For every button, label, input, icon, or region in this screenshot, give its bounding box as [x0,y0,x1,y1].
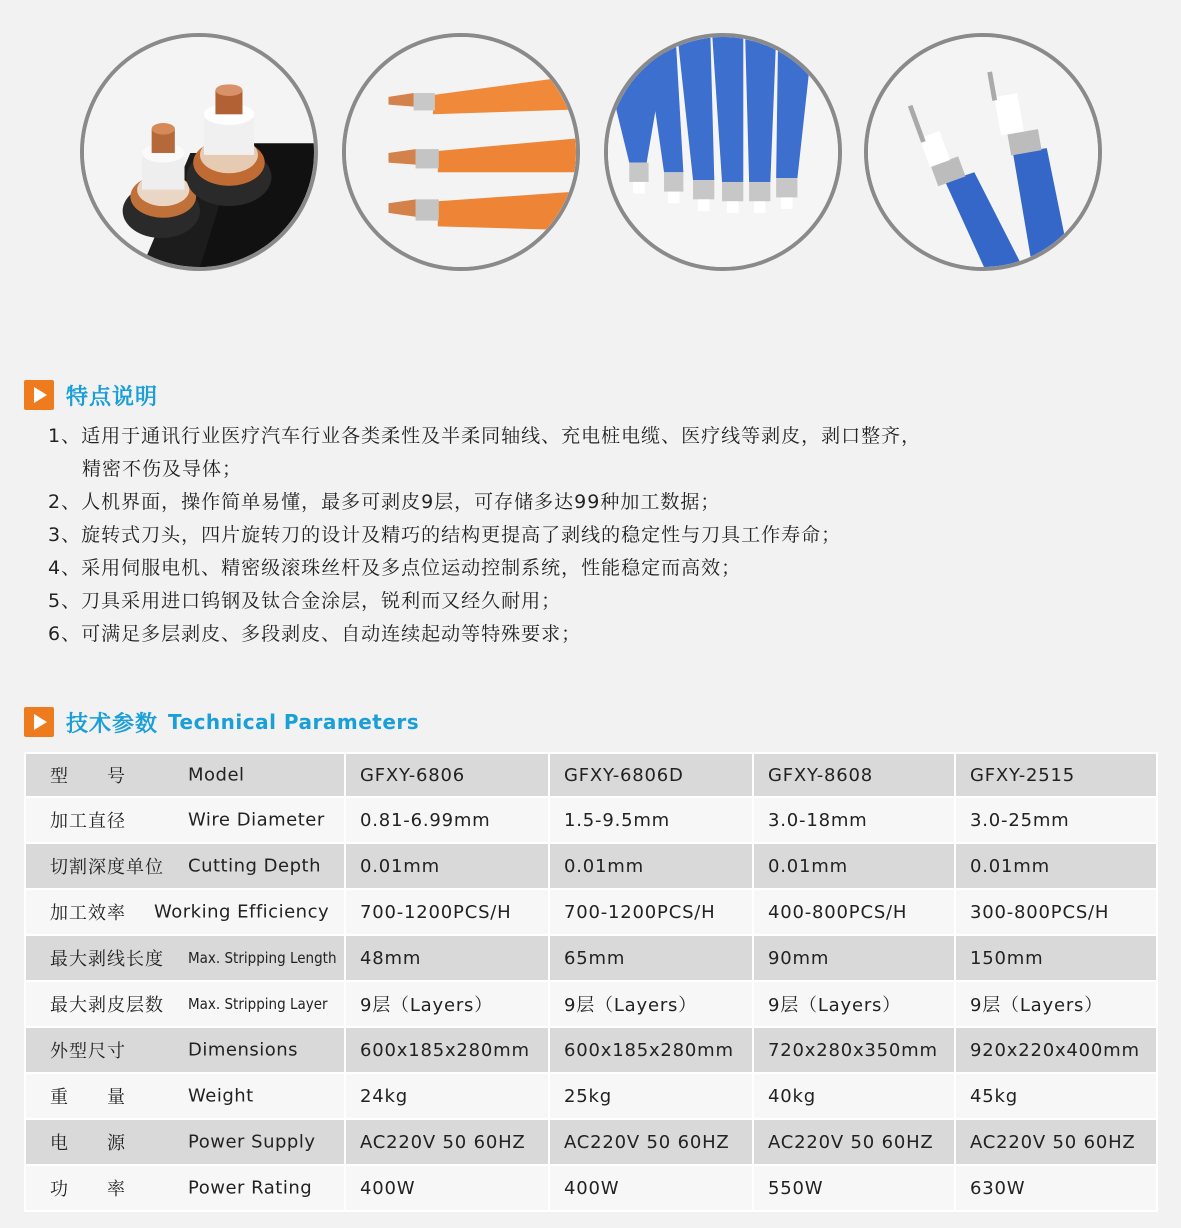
param-value-cell: 40kg [753,1073,955,1119]
param-value-cell: 24kg [345,1073,549,1119]
param-value-cell: 1.5-9.5mm [549,797,753,843]
param-label-cell [25,935,345,981]
param-label-en: Max. Stripping Layer [188,995,328,1013]
feature-item: 5、刀具采用进口钨钢及钛合金涂层，锐利而又经久耐用； [48,590,562,612]
param-row [25,753,1157,797]
param-value-cell: 720x280x350mm [753,1027,955,1073]
param-label-cell [25,1027,345,1073]
param-label-cell [25,843,345,889]
param-row [25,797,1157,843]
param-value-cell: GFXY-6806D [549,753,753,797]
param-row [25,1119,1157,1165]
params-title-cn: 技术参数 [66,711,159,737]
param-row [25,843,1157,889]
feature-item: 6、可满足多层剥皮、多段剥皮、自动连续起动等特殊要求； [48,623,582,645]
param-value-cell: 9层（Layers） [955,981,1157,1027]
param-label-cn: 切割深度单位 [50,857,164,878]
param-label-cn: 最大剥线长度 [50,949,164,970]
param-value-cell: 3.0-18mm [753,797,955,843]
param-value-cell: 920x220x400mm [955,1027,1157,1073]
param-value-cell: 150mm [955,935,1157,981]
param-value-cell: 9层（Layers） [753,981,955,1027]
param-row [25,981,1157,1027]
param-value-cell: 3.0-25mm [955,797,1157,843]
params-title-en: Technical Parameters [168,710,420,734]
param-value-cell: 9层（Layers） [345,981,549,1027]
param-label-en: Power Rating [188,1177,313,1199]
param-value-cell: 600x185x280mm [549,1027,753,1073]
param-label-en: Dimensions [188,1039,299,1061]
param-label-cell [25,797,345,843]
params-table [24,752,1158,1212]
param-value-cell: 45kg [955,1073,1157,1119]
param-value-cell: AC220V 50 60HZ [549,1119,753,1165]
param-value-cell: 0.01mm [753,843,955,889]
param-row [25,889,1157,935]
blue-coaxial-bundle-photo [604,33,842,271]
feature-item: 1、适用于通讯行业医疗汽车行业各类柔性及半柔同轴线、充电桩电缆、医疗线等剥皮，剥口整齐， [48,425,922,447]
param-label-en: Weight [188,1085,254,1107]
param-label-en: Model [188,764,245,786]
param-value-cell: 25kg [549,1073,753,1119]
feature-item: 4、采用伺服电机、精密级滚珠丝杆及多点位运动控制系统，性能稳定而高效； [48,557,742,579]
feature-item: 3、旋转式刀头，四片旋转刀的设计及精巧的结构更提高了剥线的稳定性与刀具工作寿命； [48,524,842,546]
features-title: 特点说明 [66,384,159,410]
param-value-cell: 90mm [753,935,955,981]
param-value-cell: 48mm [345,935,549,981]
play-arrow-icon [24,707,54,737]
param-row [25,935,1157,981]
param-label-cn: 加工效率 [50,903,126,924]
param-value-cell: 630W [955,1165,1157,1211]
param-label-en: Working Efficiency [154,901,330,923]
param-value-cell: 550W [753,1165,955,1211]
param-label-en: Max. Stripping Length [188,949,337,967]
param-value-cell: AC220V 50 60HZ [753,1119,955,1165]
param-value-cell: AC220V 50 60HZ [955,1119,1157,1165]
param-label-en: Power Supply [188,1131,316,1153]
param-row [25,1027,1157,1073]
param-label-en: Cutting Depth [188,855,321,877]
param-value-cell: 600x185x280mm [345,1027,549,1073]
feature-item: 2、人机界面，操作简单易懂，最多可剥皮9层，可存储多达99种加工数据； [48,491,721,513]
param-label-cell [25,753,345,797]
feature-item-continuation: 精密不伤及导体； [82,458,243,480]
param-label-cn: 电 源 [50,1133,126,1154]
param-value-cell: 0.01mm [549,843,753,889]
param-value-cell: 65mm [549,935,753,981]
param-label-cn: 外型尺寸 [50,1041,126,1062]
param-value-cell: 9层（Layers） [549,981,753,1027]
param-label-cell [25,1073,345,1119]
param-label-cell [25,1165,345,1211]
param-value-cell: 700-1200PCS/H [345,889,549,935]
param-value-cell: GFXY-8608 [753,753,955,797]
param-value-cell: GFXY-2515 [955,753,1157,797]
black-coaxial-cable-photo [80,33,318,271]
param-label-cell [25,981,345,1027]
param-value-cell: GFXY-6806 [345,753,549,797]
param-label-cn: 功 率 [50,1179,126,1200]
param-label-en: Wire Diameter [188,809,325,831]
params-header [24,707,419,737]
features-list [48,420,1148,651]
param-label-cn: 重 量 [50,1087,126,1108]
features-header [24,380,158,410]
param-value-cell: 400-800PCS/H [753,889,955,935]
param-value-cell: 400W [345,1165,549,1211]
blue-coaxial-pair-photo [864,33,1102,271]
param-row [25,1073,1157,1119]
param-label-cell [25,889,345,935]
orange-cable-photo [342,33,580,271]
param-label-cn: 加工直径 [50,811,126,832]
param-value-cell: 300-800PCS/H [955,889,1157,935]
param-value-cell: 400W [549,1165,753,1211]
param-row [25,1165,1157,1211]
param-value-cell: 0.01mm [345,843,549,889]
param-value-cell: 0.81-6.99mm [345,797,549,843]
param-value-cell: 700-1200PCS/H [549,889,753,935]
param-label-cell [25,1119,345,1165]
param-value-cell: 0.01mm [955,843,1157,889]
param-label-cn: 最大剥皮层数 [50,995,164,1016]
play-arrow-icon [24,380,54,410]
param-value-cell: AC220V 50 60HZ [345,1119,549,1165]
param-label-cn: 型 号 [50,766,126,787]
